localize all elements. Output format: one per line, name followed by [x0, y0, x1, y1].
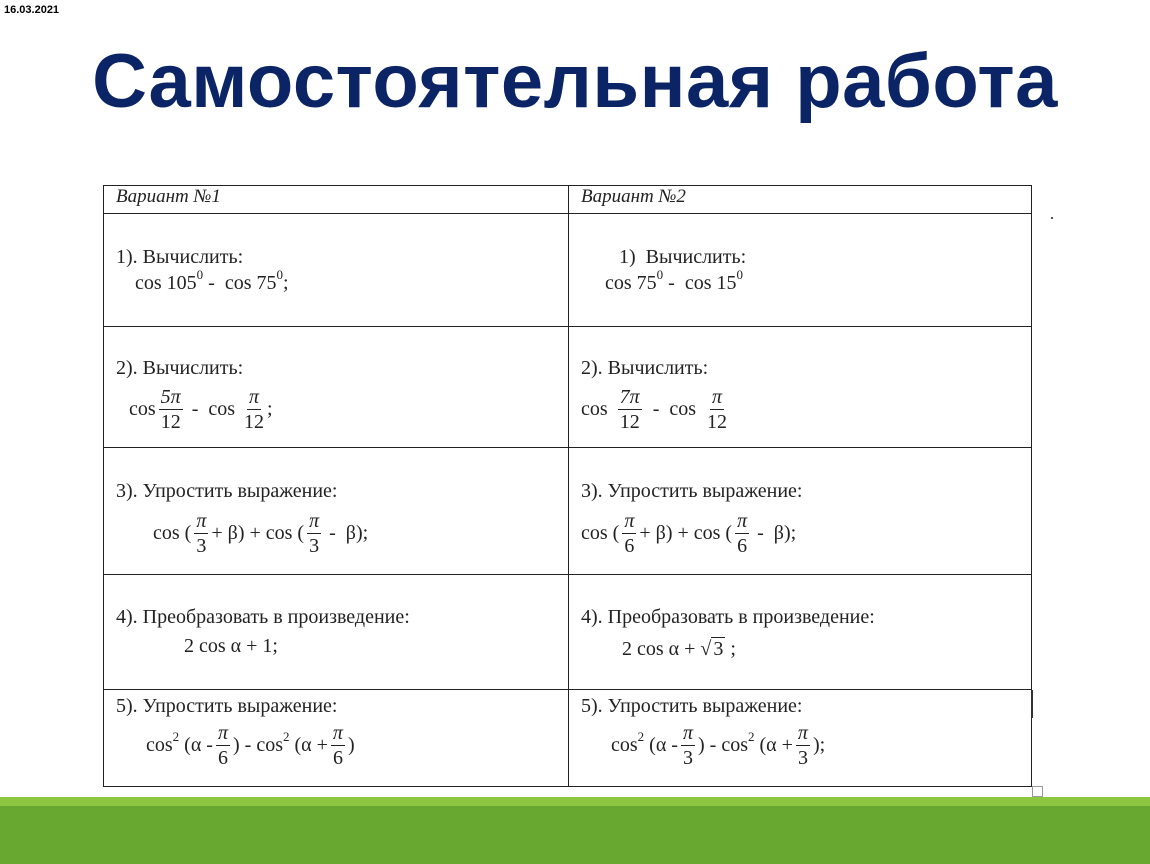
footer-band-dark: [0, 806, 1150, 864]
v1-task3: [104, 448, 569, 575]
slide-title: Самостоятельная работа: [92, 39, 1058, 124]
v2-task4: [569, 575, 1032, 690]
header-variant-1: Вариант №1: [104, 186, 569, 214]
v2-task3: [569, 448, 1032, 575]
stray-dot: [1051, 217, 1053, 219]
header-variant-2: Вариант №2: [569, 186, 1032, 214]
v1-task4-label: 4). Преобразовать в произведение:: [116, 606, 410, 628]
v1-task5-expr: cos 2 (α - $\frac{\pi}{6}$ ) - cos 2 (α + $\frac{\pi}{6}$ ): [146, 722, 355, 769]
resize-handle-icon[interactable]: [1032, 786, 1043, 797]
v1-task5: [104, 690, 569, 787]
date-stamp: 16.03.2021: [4, 4, 60, 16]
v1-task2-expr: cos $\frac{5\pi}{12}$ - cos $\frac{\pi}{12}$ ;: [129, 386, 273, 433]
v2-task3-expr: cos ( $\frac{\pi}{6}$ + β) + cos ( $\frac{\pi}{6}$ - β);: [581, 510, 797, 557]
sqrt-symbol: √ 3: [700, 638, 724, 660]
v1-task2-label: 2). Вычислить:: [116, 357, 244, 379]
v1-task3-label: 3). Упростить выражение:: [116, 480, 338, 502]
v2-task5-expr: cos 2 (α - $\frac{\pi}{3}$ ) - cos 2 (α + $\frac{\pi}{3}$ );: [611, 722, 826, 769]
v1-task4-expr: 2 cos α + 1;: [184, 635, 278, 657]
v1-task1-expr: cos 105 0 - cos 75 0 ;: [135, 266, 289, 294]
footer-band-light: [0, 797, 1150, 806]
v2-task1-label: 1) Вычислить:: [619, 246, 747, 268]
text-cursor-line: [1031, 690, 1033, 718]
v2-task3-label: 3). Упростить выражение:: [581, 480, 803, 502]
v1-task4: [104, 575, 569, 690]
v1-task5-label: 5). Упростить выражение:: [116, 695, 338, 717]
v1-task1-label: 1). Вычислить:: [116, 246, 244, 268]
v1-task1: [104, 214, 569, 327]
tasks-table: [103, 185, 1032, 787]
v1-task3-expr: cos ( $\frac{\pi}{3}$ + β) + cos ( $\frac{\pi}{3}$ - β);: [153, 510, 369, 557]
v2-task2-expr: cos $\frac{7\pi}{12}$ - cos $\frac{\pi}{12}$: [581, 386, 728, 433]
v1-task2: [104, 327, 569, 448]
v2-task1-expr: cos 75 0 - cos 15 0: [605, 266, 743, 294]
v2-task4-label: 4). Преобразовать в произведение:: [581, 606, 875, 628]
v2-task1: [569, 214, 1032, 327]
v2-task5-label: 5). Упростить выражение:: [581, 695, 803, 717]
v2-task2-label: 2). Вычислить:: [581, 357, 709, 379]
v2-task5: [569, 690, 1032, 787]
v2-task2: [569, 327, 1032, 448]
v2-task4-expr: 2 cos α + √ 3 ;: [622, 637, 736, 660]
